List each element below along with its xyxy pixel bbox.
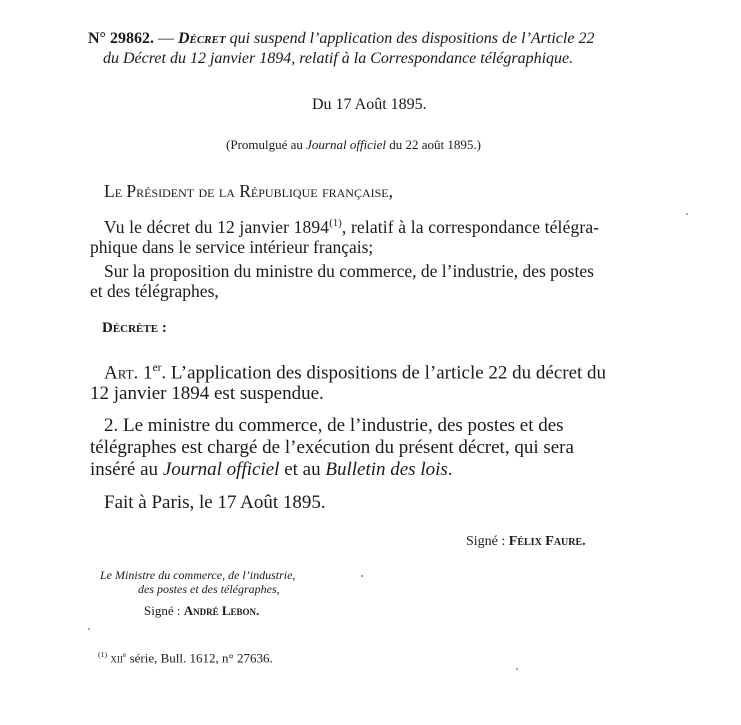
speck [88,628,90,630]
promulgation-note [226,137,481,153]
decree-number: N° 29862. [88,30,154,47]
vu-line-1 [104,217,599,238]
footnote-serie-sup: e [122,650,127,659]
article-2-end: . [447,459,453,480]
speck [516,668,518,670]
article-2-line-3 [90,459,453,481]
article-2-line-2: télégraphes est chargé de l’exécution du présent décret, qui sera [90,437,574,458]
president-heading: Le Président de la République française, [104,181,394,201]
journal-officiel-ref: Journal officiel [162,459,280,480]
footnote-ref: (1) [329,218,342,230]
article-2-text: inséré au [90,459,163,480]
date-line: Du 17 Août 1895. [312,96,427,113]
vu-line-2: phique dans le service intérieur français; [90,237,374,257]
president-signature [466,534,586,550]
article-2-mid: et au [279,459,326,480]
article-1-label: Art. 1 [104,362,153,384]
title-dash: — [153,30,178,47]
fait-line: Fait à Paris, le 17 Août 1895. [104,492,326,513]
president-name: Félix Faure. [508,534,586,549]
minister-title-line-2: des postes et des télégraphes, [138,582,280,596]
footnote-mark: (1) [98,650,108,659]
article-1-sup: er [152,362,162,374]
decree-title-line-1 [88,30,594,48]
vu-end: , relatif à la correspondance télégra- [341,217,600,237]
article-1-text: . L’application des dispositions de l’article 22 du décret du [161,362,607,384]
minister-signature [144,603,259,619]
footnote [98,650,273,666]
minister-signe-label: Signé : [144,603,184,618]
promulgation-journal: Journal officiel [306,137,386,152]
speck [361,575,363,577]
sur-line-2: et des télégraphes, [90,281,219,301]
minister-title-line-1: Le Ministre du commerce, de l’industrie, [100,568,296,582]
decree-title-line-2: du Décret du 12 janvier 1894, relatif à la Correspondance télégraphique. [103,50,574,67]
signe-label: Signé : [466,534,509,549]
vu-start: Vu le décret du 12 janvier 1894 [104,217,330,237]
promulgation-open: (Promulgué au [226,137,307,152]
bulletin-ref: Bulletin des lois [325,459,448,480]
minister-name: André Lebon. [183,603,260,618]
decrete-heading: Décrète : [102,320,167,336]
decret-word: Décret [177,30,226,47]
speck [686,213,688,215]
article-1-line-1 [104,362,606,384]
promulgation-close: du 22 août 1895.) [385,137,481,152]
sur-line-1: Sur la proposition du ministre du commerce, de l’industrie, des postes [104,261,594,281]
footnote-serie: xii [110,650,123,666]
footnote-text: série, Bull. 1612, n° 27636. [126,650,273,666]
article-2-line-1: 2. Le ministre du commerce, de l’industrie, des postes et des [104,415,564,436]
title-rest: qui suspend l’application des dispositions de l’Article 22 [225,30,595,47]
article-1-line-2: 12 janvier 1894 est suspendue. [90,383,324,404]
